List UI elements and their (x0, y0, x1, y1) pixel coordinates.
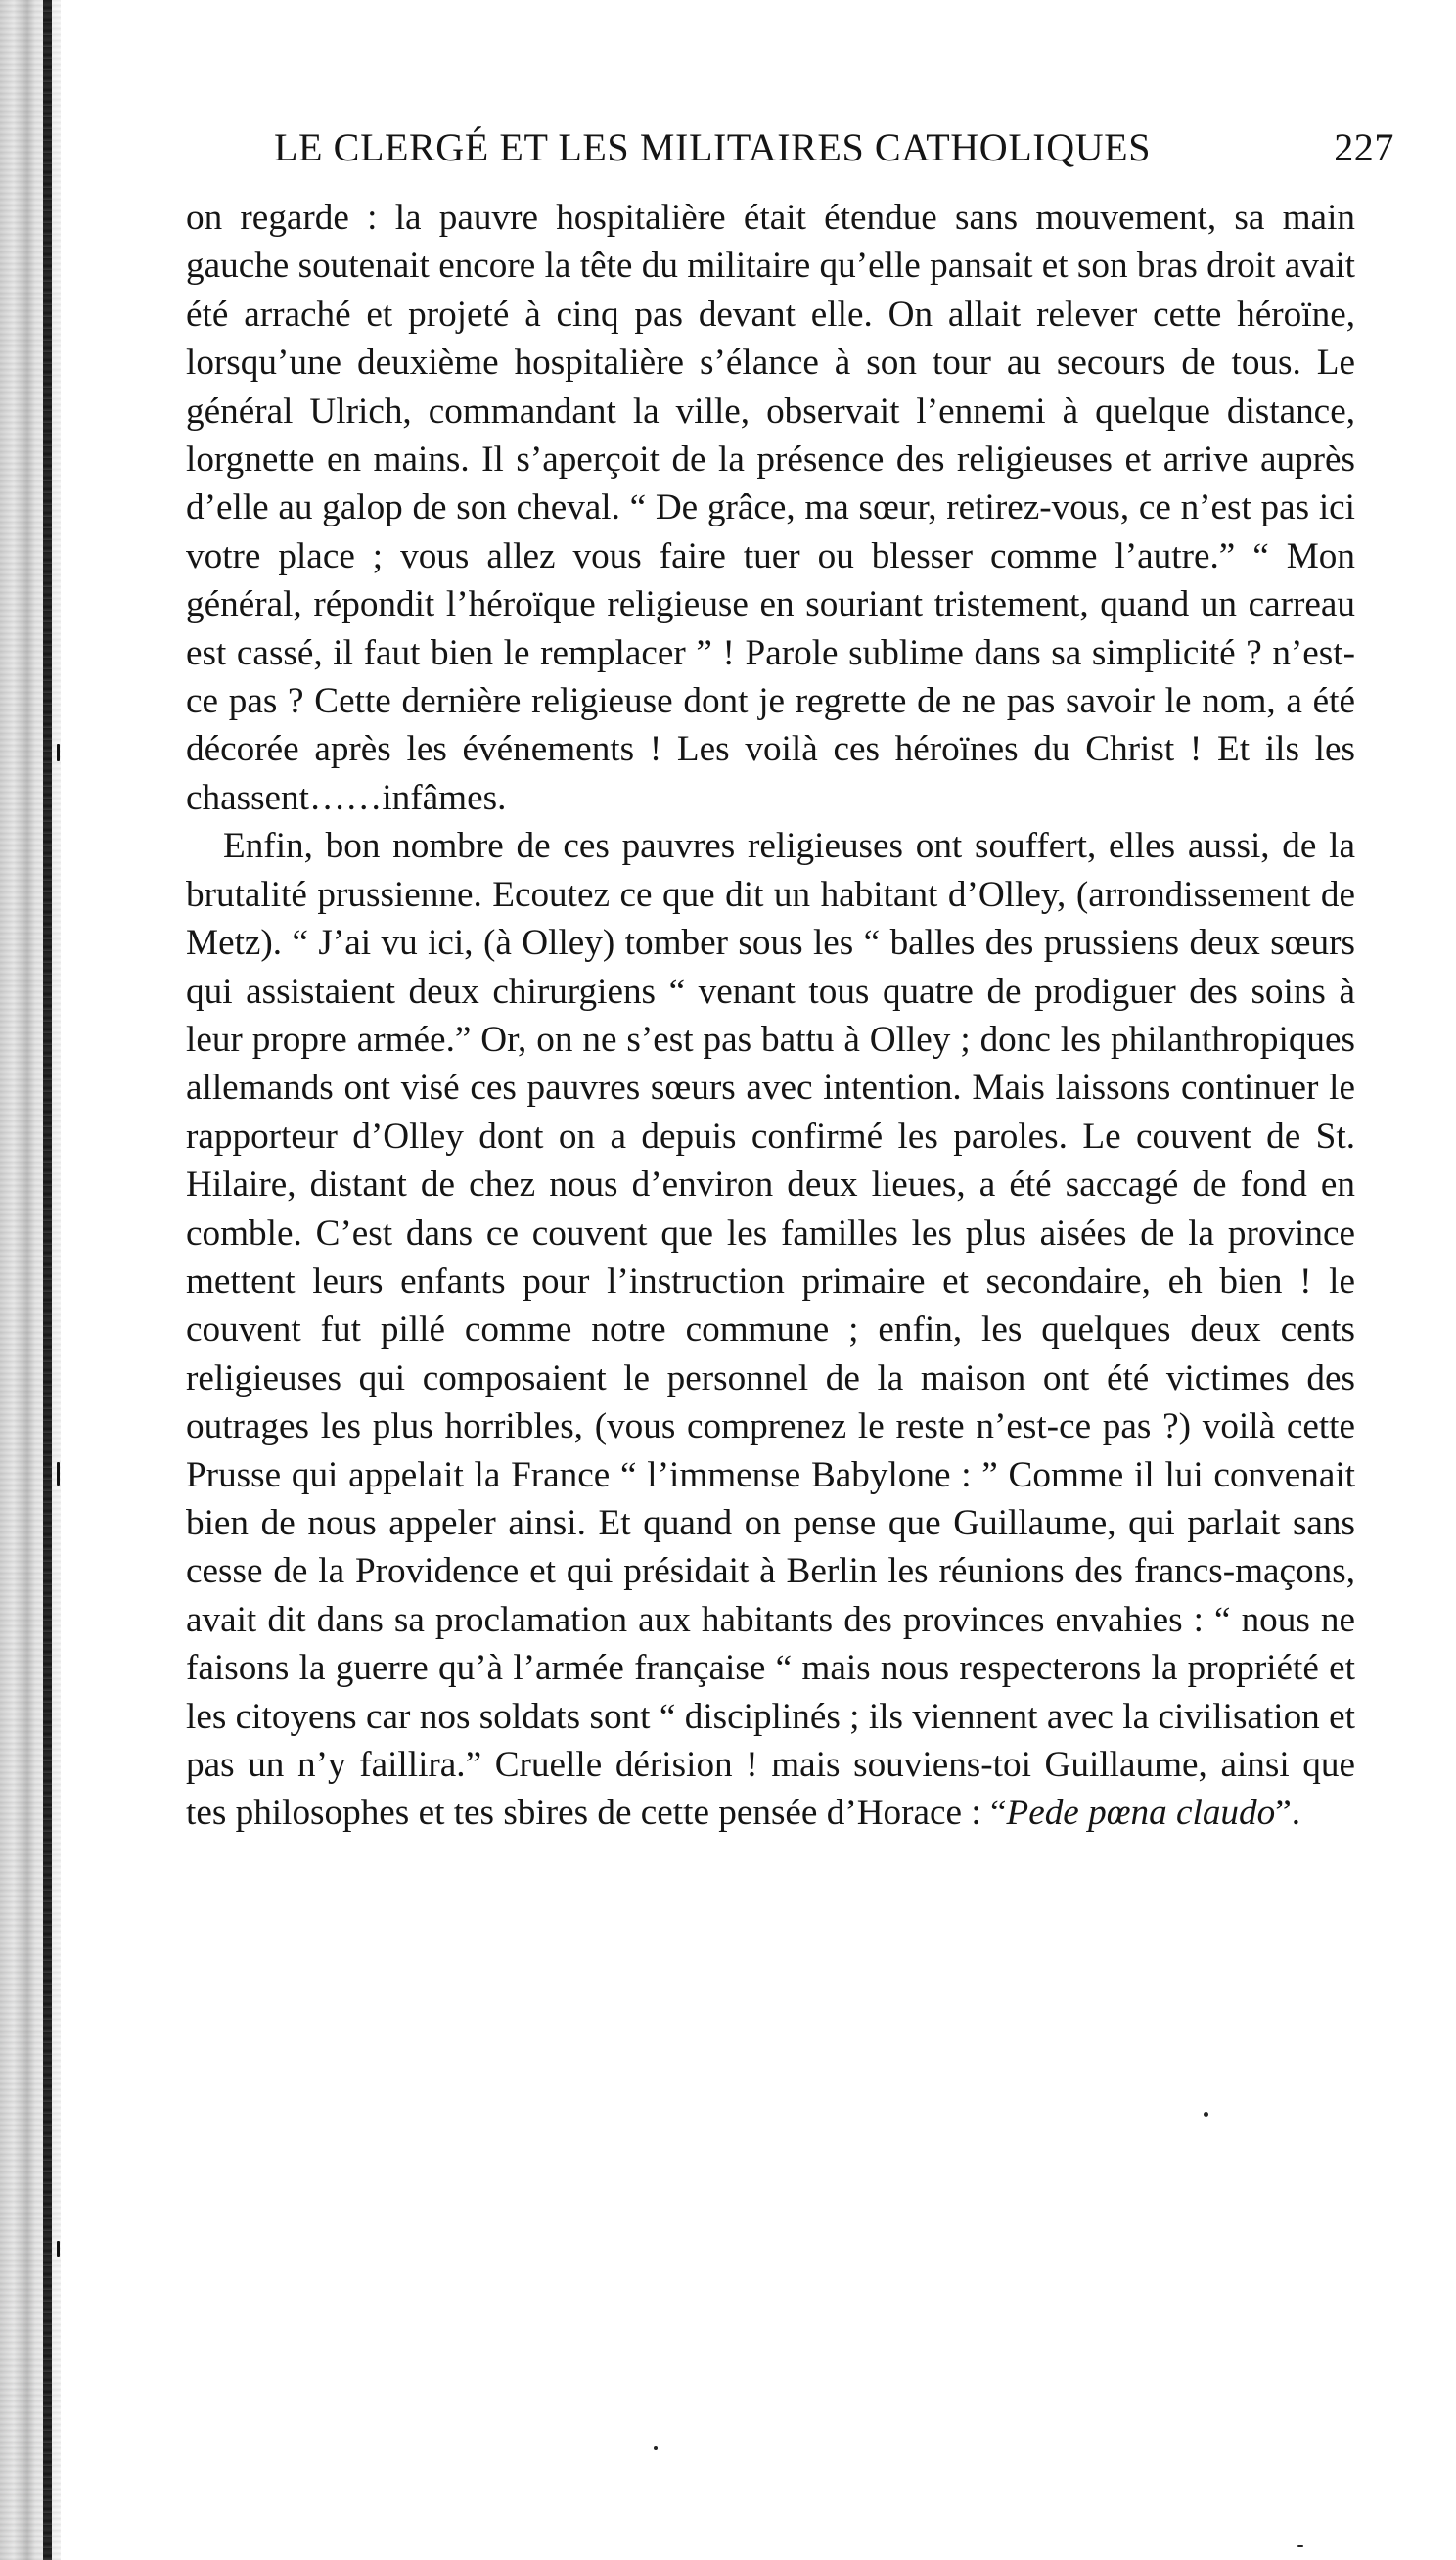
binding-speck (57, 1462, 60, 1486)
page-body (186, 194, 1355, 1838)
binding-speck (57, 2241, 60, 2257)
stray-mark (654, 2446, 658, 2450)
latin-quote: Pede pœna claudo (1006, 1793, 1276, 1834)
page-number: 227 (1334, 124, 1394, 169)
binding-speck (57, 744, 60, 761)
paragraph-1: on regarde : la pauvre hospitalière était étendue sans mouvement, sa main gauche soutenait encore la tête du militaire qu’elle pansait et son bras droit avait été arraché et projeté à cinq pas devant elle. On allait relever cette héroïne, lorsqu’une deuxième hospitalière s’élance à son tour au secours de tous. Le général Ulrich, commandant la ville, observait l’ennemi à quelque distance, lorgnette en mains. Il s’aperçoit de la présence des religieuses et arrive auprès d’elle au galop de son cheval. “ De grâce, ma sœur, retirez-vous, ce n’est pas ici votre place ; vous allez vous faire tuer ou blesser comme l’autre.” “ Mon général, répondit l’héroïque religieuse en souriant tristement, quand un carreau est cassé, il faut bien le remplacer ” ! Parole sublime dans sa simplicité ? n’est-ce pas ? Cette dernière religieuse dont je regrette de ne pas savoir le nom, a été décorée après les événements ! Les voilà ces héroïnes du Christ ! Et ils les chassent……infâmes. (186, 198, 1355, 818)
running-head (274, 121, 1394, 172)
stray-mark (1204, 2112, 1208, 2117)
stray-mark (1297, 2545, 1303, 2547)
binding-edge (43, 0, 52, 2560)
closing-punctuation: ”. (1275, 1793, 1301, 1834)
running-title: LE CLERGÉ ET LES MILITAIRES CATHOLIQUES (274, 124, 1152, 169)
paragraph-2-text: Enfin, bon nombre de ces pauvres religieuses ont souffert, elles aussi, de la brutalité prussienne. Ecoutez ce que dit un habitant d’Olley, (arrondissement de Metz). “ J’ai vu ici, (à Olley) tomber sous les “ balles des prussiens deux sœurs qui assistaient deux chirurgiens “ venant tous quatre de prodiguer des soins à leur propre armée.” Or, on ne s’est pas battu à Olley ; donc les philanthropiques allemands ont visé ces pauvres sœurs avec intention. Mais laissons continuer le rapporteur d’Olley dont on a depuis confirmé les paroles. Le couvent de St. Hilaire, distant de chez nous d’environ deux lieues, a été saccagé de fond en comble. C’est dans ce couvent que les familles les plus aisées de la province mettent leurs enfants pour l’instruction primaire et secondaire, eh bien ! le couvent fut pillé comme notre commune ; enfin, les quelques deux cents religieuses qui composaient le personnel de la maison ont été victimes des outrages les plus horribles, (vous comprenez le reste n’est-ce pas ?) voilà cette Prusse qui appelait la France “ l’immense Babylone : ” Comme il lui convenait bien de nous appeler ainsi. Et quand on pense que Guillaume, qui parlait sans cesse de la Providence et qui présidait à Berlin les réunions des francs-maçons, avait dit dans sa proclamation aux habitants des provinces envahies : “ nous ne faisons la guerre qu’à l’armée française “ mais nous respecterons la propriété et les citoyens car nos soldats sont “ disciplinés ; ils viennent avec la civilisation et pas un n’y faillira.” Cruelle dérision ! mais souviens-toi Guillaume, ainsi que tes philosophes et tes sbires de cette pensée d’Horace : “ (186, 826, 1355, 1834)
paragraph-2 (186, 822, 1355, 1838)
